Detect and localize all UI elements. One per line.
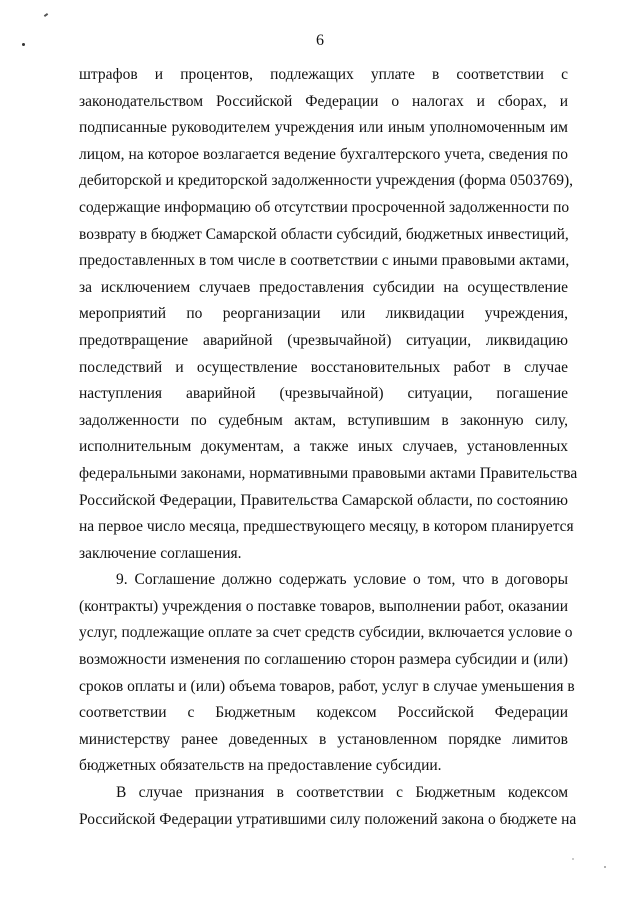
text-line: возврату в бюджет Самарской области субсидий, бюджетных инвестиций, (79, 225, 569, 243)
text-line: Российской Федерации, Правительства Самарской области, по состоянию (79, 491, 568, 509)
text-line: содержащие информацию об отсутствии просроченной задолженности по (79, 198, 570, 216)
text-line: предоставленных в том числе в соответствии с иными правовыми актами, (79, 252, 570, 270)
scan-artifact-dot (572, 858, 574, 860)
text-line: 9. Соглашение должно содержать условие о том, что в договоры (116, 571, 568, 589)
text-line: федеральными законами, нормативными правовыми актами Правительства (79, 464, 578, 482)
text-line: мероприятий по реорганизации или ликвидации учреждения, (79, 305, 568, 323)
text-line: законодательством Российской Федерации о налогах и сборах, и (79, 92, 568, 110)
paragraph-continuation (79, 62, 578, 567)
text-line: соответствии с Бюджетным кодексом Российской Федерации (79, 704, 568, 722)
text-line: В случае признания в соответствии с Бюджетным кодексом (116, 784, 568, 802)
text-line: заключение соглашения. (79, 544, 242, 562)
text-line: за исключением случаев предоставления субсидии на осуществление (79, 278, 568, 296)
text-line: услуг, подлежащие оплате за счет средств субсидии, включается условие о (79, 624, 573, 642)
text-line: предотвращение аварийной (чрезвычайной) ситуации, ликвидацию (79, 331, 568, 349)
text-line: задолженности по судебным актам, вступившим в законную силу, (79, 411, 568, 429)
text-line: министерству ранее доведенных в установленном порядке лимитов (79, 730, 568, 748)
text-line: (контракты) учреждения о поставке товаров, выполнении работ, оказании (79, 597, 568, 615)
scan-artifact-mark (44, 13, 48, 17)
text-line: последствий и осуществление восстановительных работ в случае (79, 358, 568, 376)
text-line: на первое число месяца, предшествующего месяцу, в котором планируется (79, 518, 574, 536)
text-line: сроков оплаты и (или) объема товаров, работ, услуг в случае уменьшения в (79, 677, 575, 695)
page-number: 6 (316, 32, 324, 49)
document-body (79, 62, 578, 833)
text-line: дебиторской и кредиторской задолженности учреждения (форма 0503769), (79, 172, 574, 190)
text-line: штрафов и процентов, подлежащих уплате в соответствии с (79, 66, 568, 83)
text-line: наступления аварийной (чрезвычайной) ситуации, погашение (79, 385, 568, 403)
text-line: подписанные руководителем учреждения или иным уполномоченным им (79, 119, 568, 137)
text-line: возможности изменения по соглашению сторон размера субсидии и (или) (79, 651, 568, 669)
text-line: бюджетных обязательств на предоставление субсидии. (79, 757, 442, 775)
scan-artifact-dot (604, 866, 606, 868)
text-line: исполнительным документам, а также иных случаев, установленных (79, 438, 568, 456)
paragraph-budget-law (79, 780, 577, 833)
paragraph-9 (79, 567, 575, 780)
text-line: Российской Федерации утратившими силу положений закона о бюджете на (79, 810, 577, 828)
text-line: лицом, на которое возлагается ведение бухгалтерского учета, сведения по (79, 145, 568, 163)
